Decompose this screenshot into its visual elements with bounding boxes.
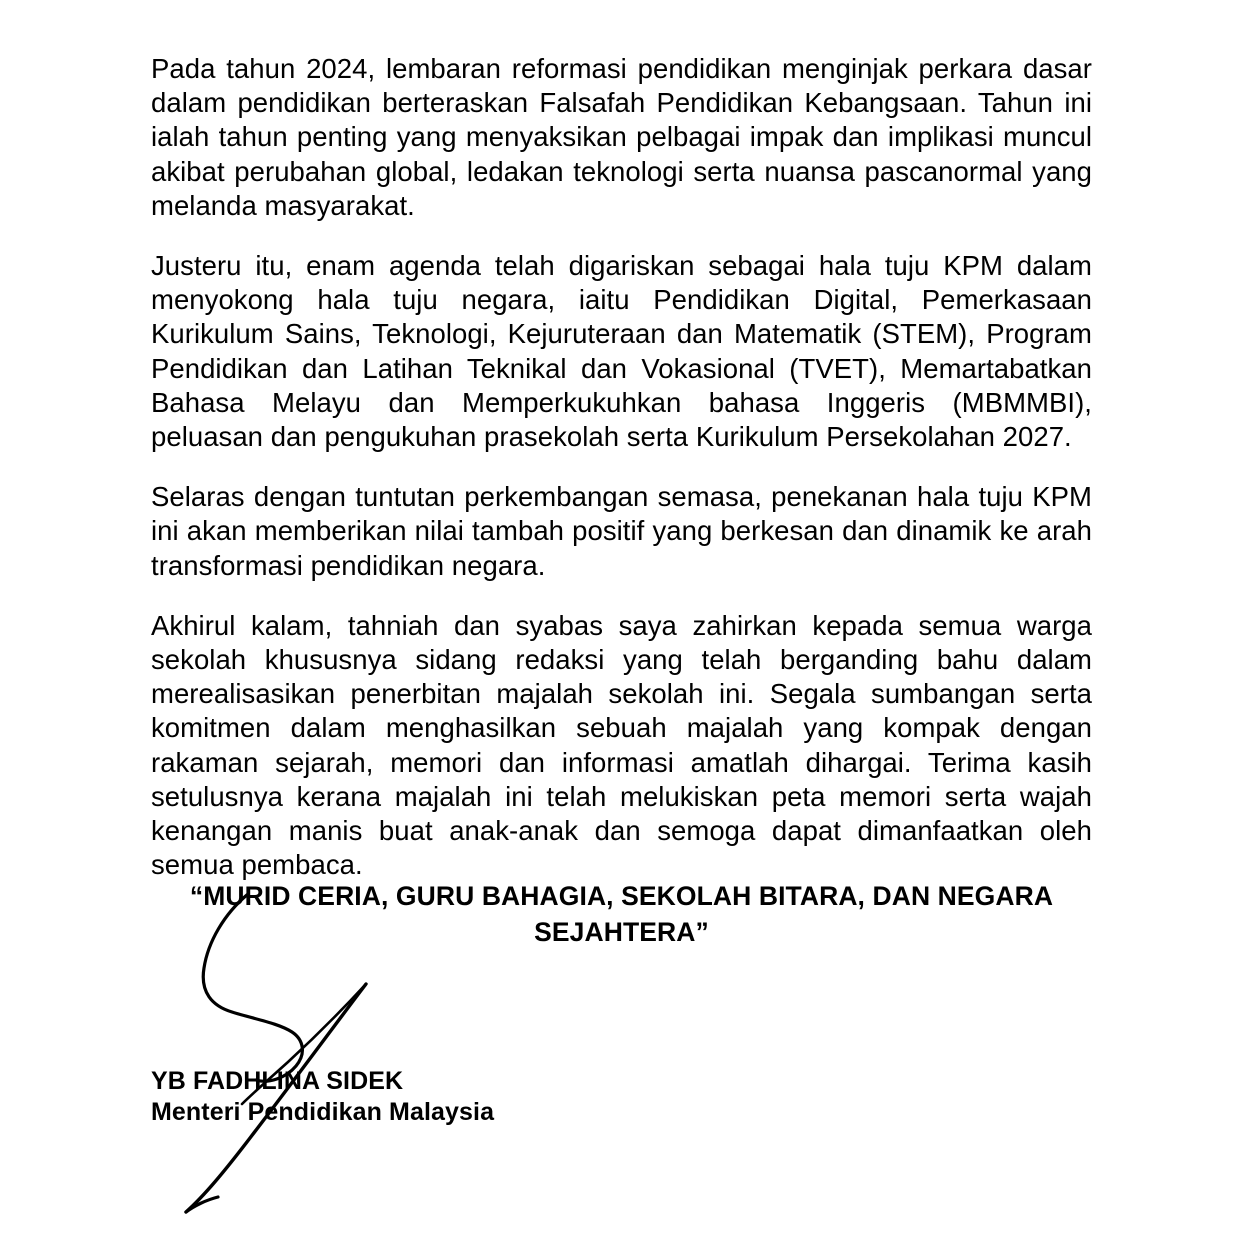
body-paragraph-2: Justeru itu, enam agenda telah digariskan sebagai hala tuju KPM dalam menyokong hala tuju negara, iaitu Pendidikan Digital, Pemerkasaan Kurikulum Sains, Teknologi, Kejuruteraan dan Matematik (STEM), Program Pendidikan dan Latihan Teknikal dan Vokasional (TVET), Memartabatkan Bahasa Melayu dan Memperkukuhkan bahasa Inggeris (MBMMBI), peluasan dan pengukuhan prasekolah serta Kurikulum Persekolahan 2027. xyxy=(151,250,1092,453)
signatory-title: Menteri Pendidikan Malaysia xyxy=(151,1098,495,1126)
body-paragraph-4: Akhirul kalam, tahniah dan syabas saya zahirkan kepada semua warga sekolah khususnya sidang redaksi yang telah berganding bahu dalam merealisasikan penerbitan majalah sekolah ini. Segala sumbangan serta komitmen dalam menghasilkan sebuah majalah yang kompak dengan rakaman sejarah, memori dan informasi amatlah dihargai. Terima kasih setulusnya kerana majalah ini telah melukiskan peta memori serta wajah kenangan manis buat anak-anak dan semoga dapat dimanfaatkan oleh semua pembaca. xyxy=(151,609,1092,881)
slogan-quote-line-1: “MURID CERIA, GURU BAHAGIA, SEKOLAH BITARA, DAN NEGARA xyxy=(189,881,1054,911)
slogan-quote xyxy=(151,878,1092,950)
letter-body xyxy=(151,52,1092,882)
signatory-name: YB FADHLINA SIDEK xyxy=(151,1067,404,1095)
slogan-quote-line-2: SEJAHTERA” xyxy=(534,917,709,947)
body-paragraph-3: Selaras dengan tuntutan perkembangan semasa, penekanan hala tuju KPM ini akan memberikan nilai tambah positif yang berkesan dan dinamik ke arah transformasi pendidikan negara. xyxy=(151,481,1092,581)
body-paragraph-1: Pada tahun 2024, lembaran reformasi pendidikan menginjak perkara dasar dalam pendidikan berteraskan Falsafah Pendidikan Kebangsaan. Tahun ini ialah tahun penting yang menyaksikan pelbagai impak dan implikasi muncul akibat perubahan global, ledakan teknologi serta nuansa pascanormal yang melanda masyarakat. xyxy=(151,53,1092,221)
signature-block xyxy=(151,1066,494,1128)
